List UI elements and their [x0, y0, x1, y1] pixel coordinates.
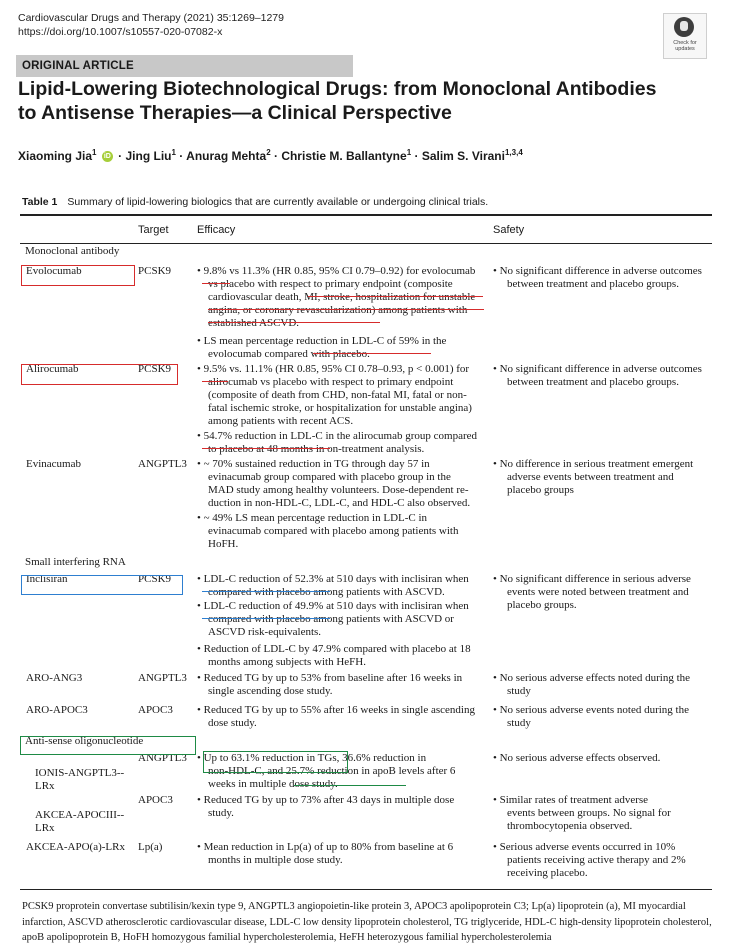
table-cell-line: • No difference in serious treatment emergent — [493, 458, 694, 470]
table-cell-line: • ~ 70% sustained reduction in TG through day 57 in — [197, 458, 430, 470]
journal-citation: Cardiovascular Drugs and Therapy (2021) 35:1269–1279 — [18, 12, 284, 24]
table-cell-line: ANGPTL3 — [138, 458, 187, 470]
table-cell-line: • Serious adverse events occurred in 10% — [493, 841, 676, 853]
journal-meta — [18, 11, 284, 39]
table-cell-line: MAD study among healthy volunteers. Dose-dependent re- — [208, 484, 469, 496]
author-name: Jing Liu — [125, 149, 172, 163]
author-affiliation: 1 — [406, 148, 412, 157]
annotation-underline — [202, 618, 330, 619]
table-cell-line: cardiovascular death, MI, stroke, hospitalization for unstable — [208, 291, 476, 303]
annotation-box-inclisiran — [21, 575, 183, 595]
table-cell-line: months in multiple dose study. — [208, 854, 343, 866]
table-cell-line: ARO-APOC3 — [26, 704, 88, 716]
annotation-underline — [202, 283, 230, 284]
annotation-box-tg-reduction — [203, 751, 348, 773]
table-label: Table 1 — [22, 196, 58, 208]
table-cell-line: APOC3 — [138, 794, 173, 806]
article-type-banner: ORIGINAL ARTICLE — [16, 55, 353, 77]
annotation-underline — [208, 309, 484, 310]
table-cell-line: patients receiving active therapy and 2% — [507, 854, 686, 866]
table-footnote: PCSK9 proprotein convertase subtilisin/kexin type 9, ANGPTL3 angiopoietin-like protein 3, APOC3 apolipoprotein C3; Lp(a) lipoprotein (a), MI myocardial infarction, ASCVD atherosclerotic cardiovascular disease, LDL-C low density lipoprotein cholesterol, TG triglyceride, HDL-C high-density lipoprotein cholesterol, apoB apolipoprotein B, HoFH homozygous familial hypercholesterolemia, HeFH heterozygous familial hypercholesterolemia — [22, 901, 712, 943]
table-cell-line: • 9.5% vs. 11.1% (HR 0.85, 95% CI 0.78–0.93, p < 0.001) for — [197, 363, 470, 375]
author-affiliation: 2 — [266, 148, 271, 157]
table-cell-line: evolocumab compared with placebo. — [208, 348, 370, 360]
table-cell-line: Alirocumab — [26, 363, 79, 375]
table-cell-line: single ascending dose study. — [208, 685, 333, 697]
table-cell-line: • Similar rates of treatment adverse — [493, 794, 649, 806]
doi-link[interactable]: https://doi.org/10.1007/s10557-020-07082-x — [18, 26, 223, 38]
table-cell-line: • No serious adverse effects observed. — [493, 752, 661, 764]
table-cell-line: • No serious adverse events noted during the — [493, 704, 689, 716]
table-cell-line: Monoclonal antibody — [25, 245, 120, 257]
table-cell-line: • Up to 63.1% reduction in TGs, 36.6% reduction in — [197, 752, 427, 764]
table-cell-line: compared with placebo among patients with ASCVD or — [208, 613, 454, 625]
table-cell-line: ANGPTL3 — [138, 672, 187, 684]
annotation-underline — [308, 296, 483, 297]
table-cell-line: Evinacumab — [26, 458, 81, 470]
author-affiliation: 1 — [171, 148, 176, 157]
annotation-box-alirocumab — [21, 364, 178, 385]
table-cell-line: receiving placebo. — [507, 867, 588, 879]
table-cell-line: placebo groups — [507, 484, 574, 496]
table-cell-line: ASCVD risk-equivalents. — [208, 626, 322, 638]
table-cell-line: study — [507, 717, 531, 729]
table-cell-line: between treatment and placebo groups. — [507, 376, 679, 388]
table-cell-line: • LS mean percentage reduction in LDL-C of 59% in the — [197, 335, 447, 347]
table-cell-line: • Reduced TG by up to 73% after 43 days in multiple dose — [197, 794, 455, 806]
table-cell-line: • LDL-C reduction of 49.9% at 510 days with inclisiran when — [197, 600, 469, 612]
table-cell-line: placebo groups. — [507, 599, 577, 611]
title-line: to Antisense Therapies—a Clinical Perspective — [18, 102, 452, 124]
table-cell-line: • No significant difference in adverse outcomes — [493, 265, 702, 277]
table-cell-line: • Mean reduction in Lp(a) of up to 80% from baseline at 6 — [197, 841, 454, 853]
annotation-underline — [313, 353, 431, 354]
crossmark-badge[interactable] — [663, 13, 707, 59]
table-cell-line: PCSK9 — [138, 363, 172, 375]
table-cell-line: Small interfering RNA — [25, 556, 126, 568]
annotation-underline — [208, 322, 380, 323]
table-cell-line: vs placebo with respect to primary endpoint (composite — [208, 278, 453, 290]
crossmark-icon — [674, 17, 694, 37]
table-cell-line: PCSK9 — [138, 573, 172, 585]
table-caption — [22, 196, 488, 208]
table-cell-line: • No significant difference in adverse outcomes — [493, 363, 702, 375]
table-cell-line: between treatment and placebo groups. — [507, 278, 679, 290]
table-cell-line: events were noted between treatment and — [507, 586, 689, 598]
table-cell-line: • LDL-C reduction of 52.3% at 510 days with inclisiran when — [197, 573, 469, 585]
table-cell-line: • ~ 49% LS mean percentage reduction in LDL-C in — [197, 512, 428, 524]
table-cell-line: • Reduction of LDL-C by 47.9% compared with placebo at 18 — [197, 643, 471, 655]
table-cell-line: to placebo at 48 months in on-treatment analysis. — [208, 443, 425, 455]
table-cell-line: ARO-ANG3 — [26, 672, 83, 684]
table-cell-line: angina, or coronary revascularization) among patients with — [208, 304, 468, 316]
table-cell-line: • No serious adverse effects noted during the — [493, 672, 691, 684]
table-cell-line: compared with placebo among patients with ASCVD. — [208, 586, 445, 598]
table-cell-line: • Reduced TG by up to 55% after 16 weeks in single ascending — [197, 704, 475, 716]
table-cell-line: thrombocytopenia observed. — [507, 820, 633, 832]
author-list: Xiaoming Jia$^1$ iD · Jing Liu$^1$ · Anurag Mehta$^2$ · Christie M. Ballantyne$^1$ · Salim S. Virani$^{1,3,4}$ — [18, 148, 523, 163]
table-cell-line: AKCEA-APOCIII-- — [35, 809, 125, 821]
annotation-underline — [202, 448, 330, 449]
table-cell-line: among patients with recent ACS. — [208, 415, 354, 427]
author-affiliation: 1 — [92, 148, 97, 157]
table-cell-line: adverse events between treatment and — [507, 471, 674, 483]
annotation-underline — [294, 785, 406, 786]
table-cell-line: evinacumab group compared with placebo group in the — [208, 471, 451, 483]
table-cell-line: Lp(a) — [138, 841, 163, 853]
column-header-target: Target — [138, 224, 169, 236]
table-cell-line: • No significant difference in serious adverse — [493, 573, 691, 585]
table-cell-line: LRx — [35, 822, 55, 834]
table-cell-line: study. — [208, 807, 234, 819]
table-cell-line: months among subjects with HeFH. — [208, 656, 366, 668]
table-cell-line: IONIS-ANGPTL3-- — [35, 767, 125, 779]
annotation-box-antisense — [20, 736, 196, 755]
table-cell-line: Inclisiran — [26, 573, 68, 585]
table-cell-line: PCSK9 — [138, 265, 172, 277]
table-cell-line: • Reduced TG by up to 53% from baseline after 16 weeks in — [197, 672, 463, 684]
author-name: Salim S. Virani — [421, 149, 505, 163]
column-header-efficacy: Efficacy — [197, 224, 236, 236]
table-cell-line: alirocumab vs placebo with respect to primary endpoint — [208, 376, 454, 388]
table-header-rule — [20, 243, 712, 244]
table-cell-line: (composite of death from CHD, non-fatal MI, fatal or non- — [208, 389, 467, 401]
table-cell-line: events between groups. No signal for — [507, 807, 671, 819]
table-bottom-rule — [20, 889, 712, 890]
table-cell-line: evinacumab compared with placebo among patients with — [208, 525, 459, 537]
crossmark-label: Check for updates — [673, 40, 697, 52]
table-cell-line: non-HDL-C, and 25.7% reduction in apoB levels after 6 — [208, 765, 456, 777]
table-cell-line: • 54.7% reduction in LDL-C in the alirocumab group compared — [197, 430, 477, 442]
table-cell-line: HoFH. — [208, 538, 239, 550]
table-cell-line: established ASCVD. — [208, 317, 300, 329]
author-name: Christie M. Ballantyne — [281, 149, 407, 163]
table-cell-line: APOC3 — [138, 704, 173, 716]
table-cell-line: Evolocumab — [26, 265, 82, 277]
table-cell-line: dose study. — [208, 717, 257, 729]
table-top-rule — [20, 214, 712, 216]
table-cell-line: ANGPTL3 — [138, 752, 187, 764]
annotation-box-evolocumab — [21, 265, 135, 286]
table-cell-line: weeks in multiple dose study. — [208, 778, 338, 790]
title-line: Lipid-Lowering Biotechnological Drugs: from Monoclonal Antibodies — [18, 78, 657, 100]
table-caption-text: Summary of lipid-lowering biologics that are currently available or undergoing clinical trials. — [67, 196, 489, 208]
annotation-underline — [202, 591, 330, 592]
column-header-safety: Safety — [493, 224, 525, 236]
author-name: Xiaoming Jia — [18, 149, 93, 163]
article-title — [18, 77, 698, 125]
annotation-underline — [202, 381, 228, 382]
orcid-icon[interactable]: iD — [103, 153, 111, 161]
author-name: Anurag Mehta — [186, 149, 267, 163]
table-cell-line: fatal ischemic stroke, or hospitalization for unstable angina) — [208, 402, 472, 414]
table-cell-line: • 9.8% vs 11.3% (HR 0.85, 95% CI 0.79–0.92) for evolocumab — [197, 265, 476, 277]
table-cell-line: AKCEA-APO(a)-LRx — [26, 841, 125, 853]
author-affiliation: 1,3,4 — [504, 148, 523, 157]
table-cell-line: Anti-sense oligonucleotide — [25, 735, 144, 747]
table-cell-line: study — [507, 685, 531, 697]
table-cell-line: duction in non-HDL-C, LDL-C, and HDL-C also observed. — [208, 497, 471, 509]
table-cell-line: LRx — [35, 780, 55, 792]
